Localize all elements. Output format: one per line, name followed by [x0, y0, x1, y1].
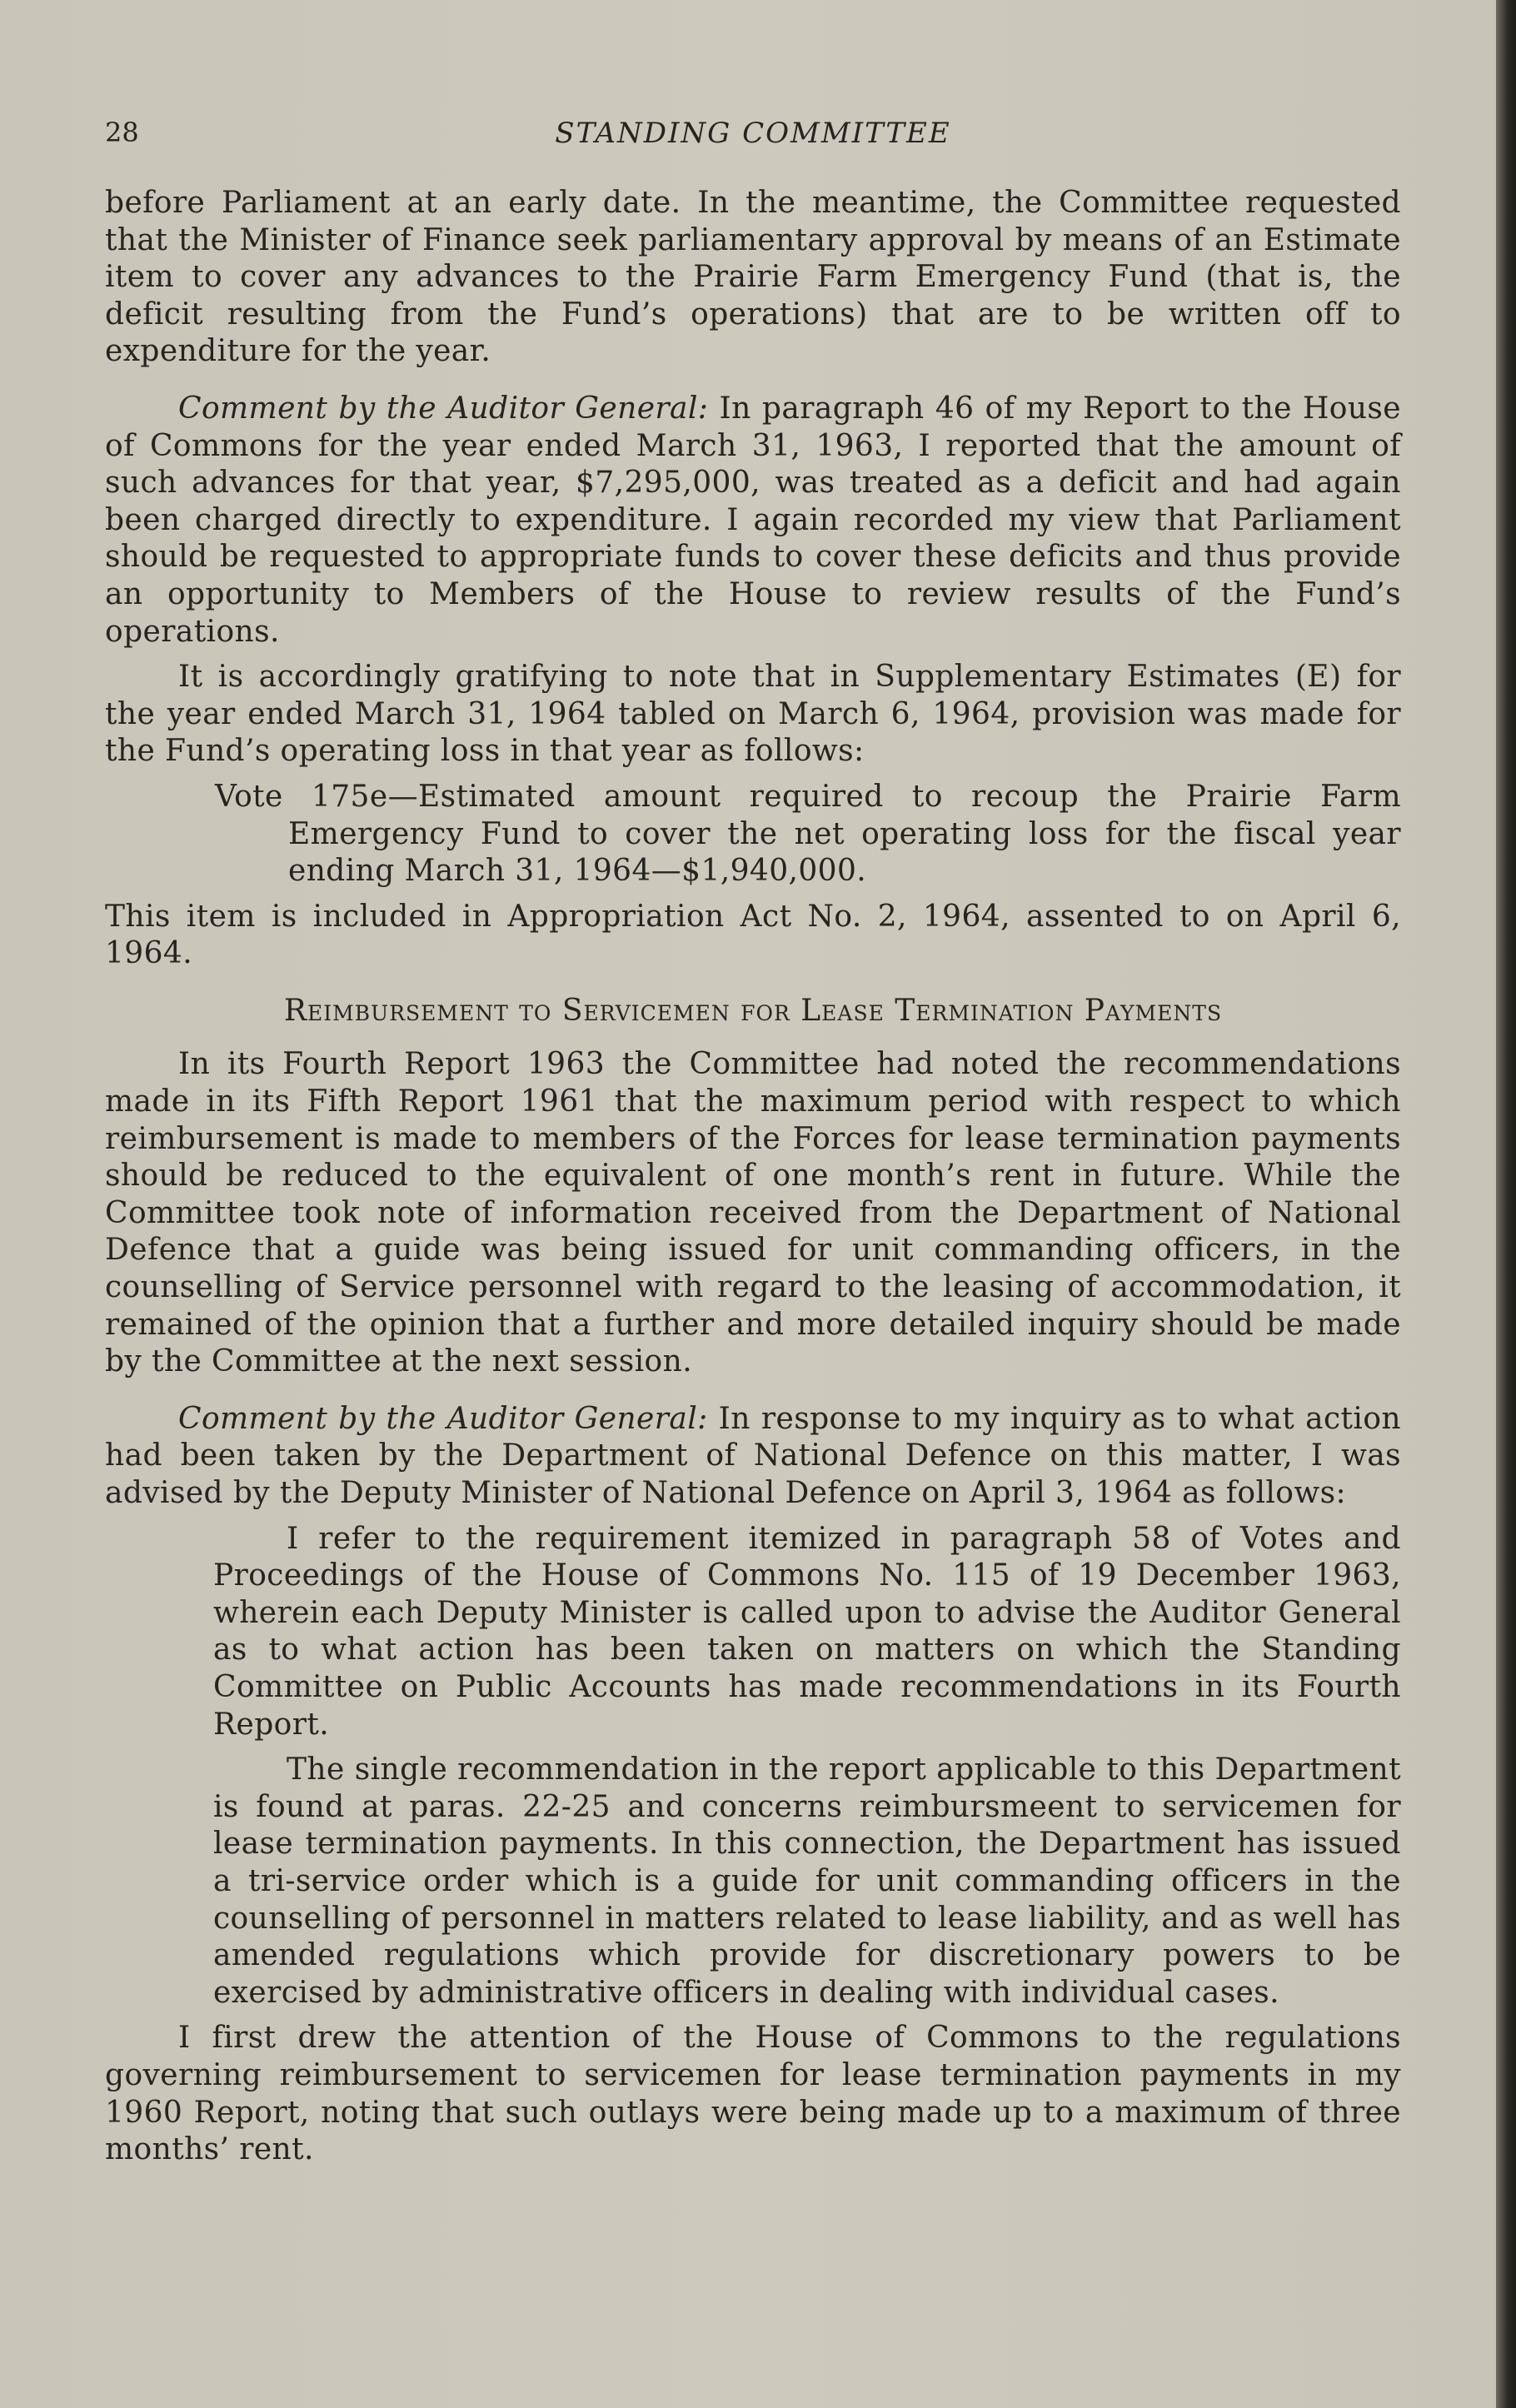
- paragraph-1960-report: I first drew the attention of the House of Commons to the regulations governing reimbursement to servicemen for lease termination payments in my 1960 Report, noting that such outlays were being made up to a maximum of three months’ rent.: [105, 2021, 1401, 2167]
- quote-paragraph-2: The single recommendation in the report applicable to this Department is found at paras. 22-25 and concerns reimbursmeent to servicemen for lease termination payments. In this connection, the Department has issued a tri-service order which is a guide for unit commanding officers in the counselling of personnel in matters related to lease liability, and as well has amended regulations which provide for discretionary powers to be exercised by administrative officers in dealing with individual cases.: [213, 1752, 1401, 2010]
- comment-body: In response to my inquiry as to what action had been taken by the Department of National Defence on this matter, I was advised by the Deputy Minister of National Defence on April 3, 1964 as follows:: [105, 1401, 1401, 1510]
- paragraph-fourth-report: In its Fourth Report 1963 the Committee had noted the recommendations made in its Fifth Report 1961 that the maximum period with respect to which reimbursement is made to members of the Forces for lease termination payments should be reduced to the equivalent of one month’s rent in future. While the Committee took note of information received from the Department of National Defence that a guide was being issued for unit commanding officers, in the counselling of Service personnel with regard to the leasing of accommodation, it remained of the opinion that a further and more detailed inquiry should be made by the Committee at the next session.: [105, 1047, 1401, 1379]
- section-heading: Reimbursement to Servicemen for Lease Termination Payments: [283, 993, 1223, 1028]
- paragraph-auditor-comment-2: [105, 1401, 1401, 1513]
- quote-paragraph-1: I refer to the requirement itemized in paragraph 58 of Votes and Proceedings of the House of Commons No. 115 of 19 December 1963, wherein each Deputy Minister is called upon to advise the Auditor General as to what action has been taken on matters on which the Standing Committee on Public Accounts has made recommendations in its Fourth Report.: [213, 1521, 1401, 1742]
- book-spine-shadow: [1496, 0, 1516, 2408]
- page-header: [105, 117, 1401, 153]
- paragraph-auditor-comment-1: [105, 391, 1401, 651]
- block-quote: [213, 1521, 1401, 2012]
- running-head: STANDING COMMITTEE: [555, 117, 951, 150]
- body-text: [105, 185, 1401, 2169]
- paragraph-supplementary-estimates: It is accordingly gratifying to note that in Supplementary Estimates (E) for the year ended March 31, 1964 tabled on March 6, 1964, provision was made for the Fund’s operating loss in that year as follows:: [105, 660, 1401, 769]
- comment-lead: Comment by the Auditor General:: [178, 1401, 708, 1436]
- comment-body: In paragraph 46 of my Report to the House of Commons for the year ended March 31, 1963, I reported that the amount of such advances for that year, $7,295,000, was treated as a deficit and had again been charged directly to expenditure. I again recorded my view that Parliament should be requested to appropriate funds to cover these deficits and thus provide an opportunity to Members of the House to review results of the Fund’s operations.: [105, 391, 1402, 649]
- comment-lead: Comment by the Auditor General:: [178, 391, 709, 426]
- page-number: 28: [105, 117, 139, 148]
- paragraph-continuation: before Parliament at an early date. In the meantime, the Committee requested that the Minister of Finance seek parliamentary approval by means of an Estimate item to cover any advances to the Prairie Farm Emergency Fund (that is, the deficit resulting from the Fund’s operations) that are to be written off to expenditure for the year.: [105, 186, 1401, 369]
- vote-item: Vote 175e—Estimated amount required to recoup the Prairie Farm Emergency Fund to cover the net operating loss for the fiscal year ending March 31, 1964—$1,940,000.: [215, 779, 1401, 889]
- paragraph-appropriation-act: This item is included in Appropriation Act No. 2, 1964, assented to on April 6, 1964.: [105, 899, 1401, 971]
